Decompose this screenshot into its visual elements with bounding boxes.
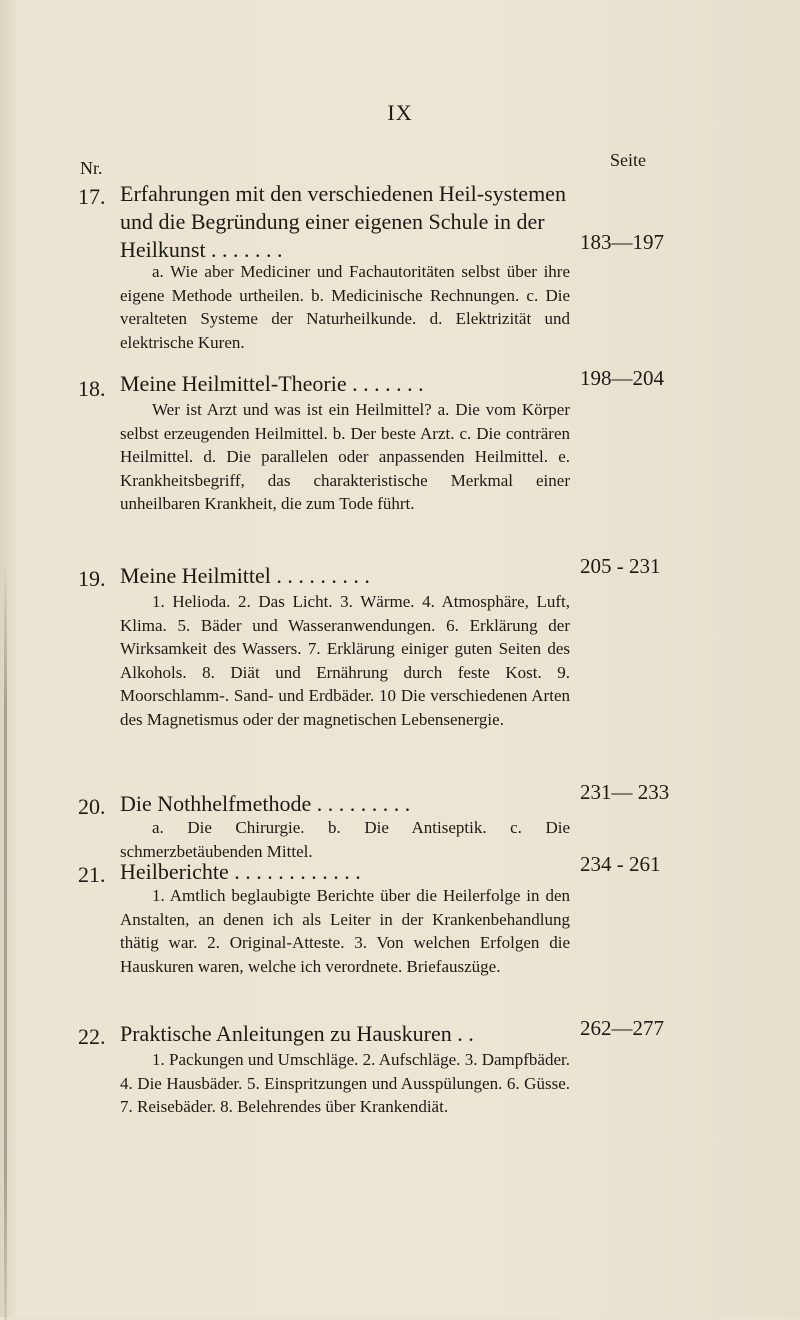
column-header-seite: Seite [610,150,646,170]
entry-description: 1. Amtlich beglaubigte Berichte über die Heilerfolge in den Anstalten, an denen ich als Leiter in der Krankenbehandlung thätig war. 2. Original-Atteste. 3. Von welchen Erfolgen die Hauskuren waren, welche ich verordnete. Briefauszüge. [120,886,570,976]
column-header-nr: Nr. [80,158,103,178]
entry-description: 1. Packungen und Umschläge. 2. Aufschläge. 3. Dampfbäder. 4. Die Hausbäder. 5. Einspritzungen und Ausspülungen. 6. Güsse. 7. Reisebäder. 8. Belehrendes über Krankendiät. [120,1050,570,1116]
binding-shadow [4,560,7,1320]
entry-pages: 231— 233 [580,780,670,804]
entry-title: Praktische Anleitungen zu Hauskuren . . [120,1021,474,1046]
entry-pages: 234 - 261 [580,852,661,876]
entry-number: 18. [78,376,106,401]
entry-description: 1. Helioda. 2. Das Licht. 3. Wärme. 4. Atmosphäre, Luft, Klima. 5. Bäder und Wasseranwendungen. 6. Erklärung der Wirksamkeit des Wassers. 7. Erklärung einiger guten Seiten des Alkohols. 8. Diät und Ernährung durch feste Kost. 9. Moorschlamm-. Sand- und Erdbäder. 10 Die verschiedenen Arten des Magnetismus oder der magnetischen Lebensenergie. [120,592,570,729]
entry-description: Wer ist Arzt und was ist ein Heilmittel? a. Die vom Körper selbst erzeugenden Heilmittel. b. Der beste Arzt. c. Die conträren Heilmittel. d. Die parallelen oder anpassenden Heilmittel. e. Krankheitsbegriff, das charakteristische Merkmal einer unheilbaren Krankheit, die zum Tode führt. [120,400,570,513]
entry-number: 19. [78,566,106,591]
entry-number: 22. [78,1024,106,1049]
entry-pages: 205 - 231 [580,554,661,578]
entry-title: Meine Heilmittel . . . . . . . . . [120,563,370,588]
entry-description: a. Wie aber Mediciner und Fachautoritäten selbst über ihre eigene Methode urtheilen. b. Medicinische Rechnungen. c. Die veralteten Systeme der Naturheilkunde. d. Elektrizität und elektrische Kuren. [120,262,570,352]
entry-number: 21. [78,862,106,887]
entry-title: Die Nothhelfmethode . . . . . . . . . [120,791,411,816]
entry-pages: 183—197 [580,230,664,254]
entry-number: 20. [78,794,106,819]
entry-title: Heilberichte . . . . . . . . . . . . [120,859,361,884]
entry-number: 17. [78,184,106,209]
entry-title: Meine Heilmittel-Theorie . . . . . . . [120,371,424,396]
entry-title: Erfahrungen mit den verschiedenen Heil-systemen und die Begründung einer eigenen Schule in der Heilkunst . . . . . . . [120,181,566,262]
entry-pages: 262—277 [580,1016,664,1040]
entry-description: a. Die Chirurgie. b. Die Antiseptik. c. Die schmerzbetäubenden Mittel. [120,818,570,861]
entry-pages: 198—204 [580,366,664,390]
page-number: IX [387,100,413,125]
